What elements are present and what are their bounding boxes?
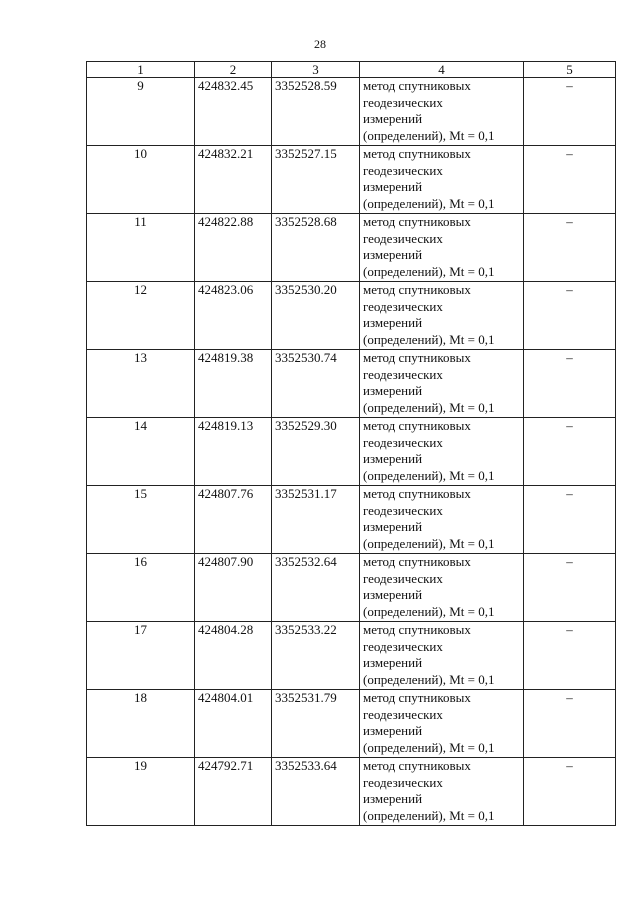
point-number-cell: 14: [87, 418, 195, 486]
table-row: [87, 282, 616, 350]
point-number-cell: 15: [87, 486, 195, 554]
point-number-cell: 19: [87, 758, 195, 826]
method-line: измерений: [363, 451, 423, 466]
point-number-cell: 9: [87, 78, 195, 146]
point-number-cell: 13: [87, 350, 195, 418]
y-coordinate-cell: 3352532.64: [272, 554, 360, 622]
method-line: (определений), Mt = 0,1: [363, 195, 495, 211]
y-coordinate-cell: 3352533.64: [272, 758, 360, 826]
method-cell: [360, 418, 524, 486]
method-line: (определений), Mt = 0,1: [363, 331, 495, 347]
method-cell: [360, 622, 524, 690]
table-row: [87, 350, 616, 418]
y-coordinate-cell: 3352529.30: [272, 418, 360, 486]
method-line: геодезических: [363, 94, 443, 110]
method-line: метод спутниковых: [363, 282, 471, 297]
y-coordinate-cell: 3352528.68: [272, 214, 360, 282]
column-5-cell: –: [524, 690, 616, 758]
method-line: (определений), Mt = 0,1: [363, 127, 495, 143]
table-row: [87, 418, 616, 486]
method-line: метод спутниковых: [363, 690, 471, 705]
method-line: метод спутниковых: [363, 146, 471, 161]
method-line: геодезических: [363, 230, 443, 246]
method-line: измерений: [363, 111, 423, 126]
table-row: [87, 214, 616, 282]
point-number-cell: 16: [87, 554, 195, 622]
method-line: геодезических: [363, 162, 443, 178]
method-line: геодезических: [363, 434, 443, 450]
column-5-cell: –: [524, 78, 616, 146]
column-5-cell: –: [524, 758, 616, 826]
column-5-cell: –: [524, 146, 616, 214]
method-line: метод спутниковых: [363, 758, 471, 773]
method-cell: [360, 282, 524, 350]
column-5-cell: –: [524, 486, 616, 554]
method-line: метод спутниковых: [363, 78, 471, 93]
method-cell: [360, 486, 524, 554]
x-coordinate-cell: 424792.71: [195, 758, 272, 826]
method-line: измерений: [363, 655, 423, 670]
method-line: (определений), Mt = 0,1: [363, 603, 495, 619]
method-line: измерений: [363, 791, 423, 806]
method-line: измерений: [363, 315, 423, 330]
method-line: метод спутниковых: [363, 214, 471, 229]
method-line: геодезических: [363, 638, 443, 654]
column-5-cell: –: [524, 282, 616, 350]
column-header: 2: [195, 62, 272, 78]
x-coordinate-cell: 424823.06: [195, 282, 272, 350]
table-header-row: [87, 62, 616, 78]
method-line: геодезических: [363, 774, 443, 790]
y-coordinate-cell: 3352531.79: [272, 690, 360, 758]
method-cell: [360, 214, 524, 282]
method-line: (определений), Mt = 0,1: [363, 535, 495, 551]
table-body: [87, 78, 616, 826]
method-line: геодезических: [363, 570, 443, 586]
table-row: [87, 486, 616, 554]
column-header: 1: [87, 62, 195, 78]
method-line: (определений), Mt = 0,1: [363, 399, 495, 415]
method-cell: [360, 554, 524, 622]
method-line: метод спутниковых: [363, 554, 471, 569]
method-line: геодезических: [363, 298, 443, 314]
point-number-cell: 17: [87, 622, 195, 690]
method-line: измерений: [363, 723, 423, 738]
method-line: измерений: [363, 247, 423, 262]
method-cell: [360, 78, 524, 146]
x-coordinate-cell: 424819.38: [195, 350, 272, 418]
method-cell: [360, 758, 524, 826]
method-line: (определений), Mt = 0,1: [363, 807, 495, 823]
point-number-cell: 18: [87, 690, 195, 758]
x-coordinate-cell: 424804.01: [195, 690, 272, 758]
page-number: 28: [314, 37, 326, 51]
method-line: метод спутниковых: [363, 350, 471, 365]
coordinates-table: [86, 61, 616, 826]
column-header: 4: [360, 62, 524, 78]
point-number-cell: 12: [87, 282, 195, 350]
method-line: (определений), Mt = 0,1: [363, 467, 495, 483]
y-coordinate-cell: 3352528.59: [272, 78, 360, 146]
x-coordinate-cell: 424822.88: [195, 214, 272, 282]
x-coordinate-cell: 424832.21: [195, 146, 272, 214]
point-number-cell: 11: [87, 214, 195, 282]
method-cell: [360, 690, 524, 758]
method-line: измерений: [363, 519, 423, 534]
method-line: измерений: [363, 179, 423, 194]
method-cell: [360, 350, 524, 418]
y-coordinate-cell: 3352531.17: [272, 486, 360, 554]
column-header: 5: [524, 62, 616, 78]
y-coordinate-cell: 3352530.20: [272, 282, 360, 350]
column-header: 3: [272, 62, 360, 78]
column-5-cell: –: [524, 418, 616, 486]
y-coordinate-cell: 3352527.15: [272, 146, 360, 214]
table-row: [87, 78, 616, 146]
point-number-cell: 10: [87, 146, 195, 214]
column-5-cell: –: [524, 622, 616, 690]
x-coordinate-cell: 424807.90: [195, 554, 272, 622]
x-coordinate-cell: 424807.76: [195, 486, 272, 554]
method-line: измерений: [363, 383, 423, 398]
method-line: геодезических: [363, 502, 443, 518]
method-line: метод спутниковых: [363, 486, 471, 501]
method-cell: [360, 146, 524, 214]
table-row: [87, 690, 616, 758]
table-row: [87, 554, 616, 622]
method-line: геодезических: [363, 366, 443, 382]
method-line: (определений), Mt = 0,1: [363, 739, 495, 755]
method-line: метод спутниковых: [363, 622, 471, 637]
method-line: метод спутниковых: [363, 418, 471, 433]
column-5-cell: –: [524, 214, 616, 282]
method-line: (определений), Mt = 0,1: [363, 263, 495, 279]
method-line: геодезических: [363, 706, 443, 722]
y-coordinate-cell: 3352533.22: [272, 622, 360, 690]
table-row: [87, 622, 616, 690]
method-line: измерений: [363, 587, 423, 602]
x-coordinate-cell: 424819.13: [195, 418, 272, 486]
column-5-cell: –: [524, 554, 616, 622]
method-line: (определений), Mt = 0,1: [363, 671, 495, 687]
table-row: [87, 758, 616, 826]
table-row: [87, 146, 616, 214]
x-coordinate-cell: 424832.45: [195, 78, 272, 146]
x-coordinate-cell: 424804.28: [195, 622, 272, 690]
column-5-cell: –: [524, 350, 616, 418]
y-coordinate-cell: 3352530.74: [272, 350, 360, 418]
